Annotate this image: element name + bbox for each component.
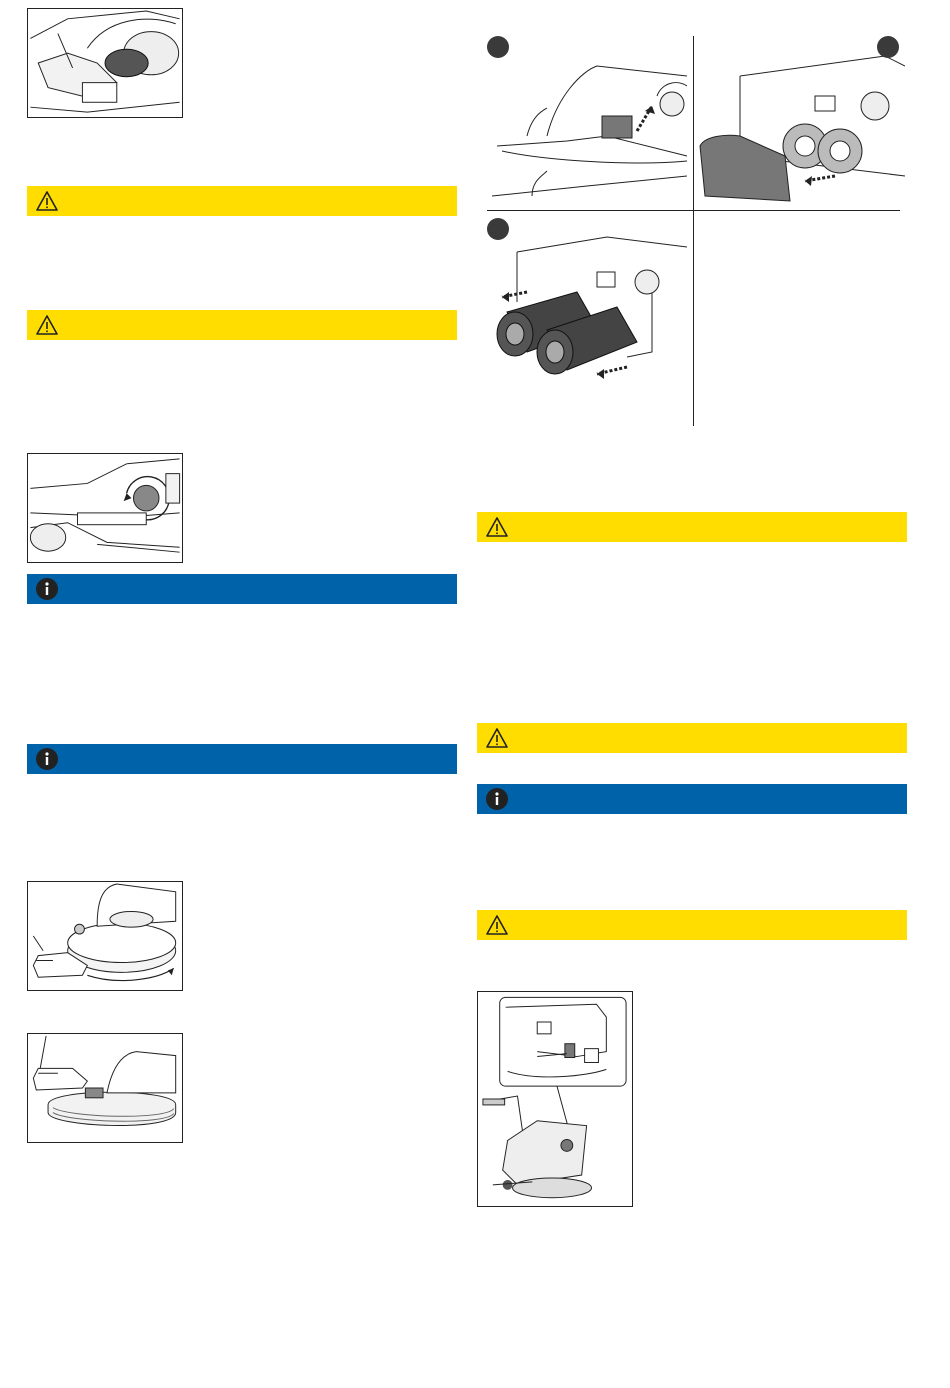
figure-step-2-side-cover (695, 36, 905, 209)
figure-knob-rotation (27, 453, 183, 563)
step-number-1 (487, 36, 509, 58)
figure-foot-pedal (27, 1033, 183, 1143)
step-number-3 (487, 218, 509, 240)
info-banner (27, 574, 457, 604)
step-number-2 (877, 36, 899, 58)
info-circle-icon (35, 577, 59, 601)
warning-triangle-icon (35, 189, 59, 213)
info-circle-icon (485, 787, 509, 811)
warning-triangle-icon (35, 313, 59, 337)
figure-step-1-lever (487, 36, 692, 209)
warning-triangle-icon (485, 726, 509, 750)
figure-machine-overview (477, 991, 633, 1207)
warning-banner (477, 723, 907, 753)
info-banner (27, 744, 457, 774)
figure-divider-horizontal (487, 210, 900, 211)
info-banner (477, 784, 907, 814)
warning-banner (477, 512, 907, 542)
figure-foot-pad-release (27, 881, 183, 991)
warning-banner (27, 310, 457, 340)
warning-triangle-icon (485, 515, 509, 539)
warning-banner (477, 910, 907, 940)
info-circle-icon (35, 747, 59, 771)
figure-brush-removal (27, 8, 183, 118)
warning-banner (27, 186, 457, 216)
figure-step-3-brush-rollers (487, 212, 692, 392)
warning-triangle-icon (485, 913, 509, 937)
figure-divider-vertical (693, 36, 694, 426)
